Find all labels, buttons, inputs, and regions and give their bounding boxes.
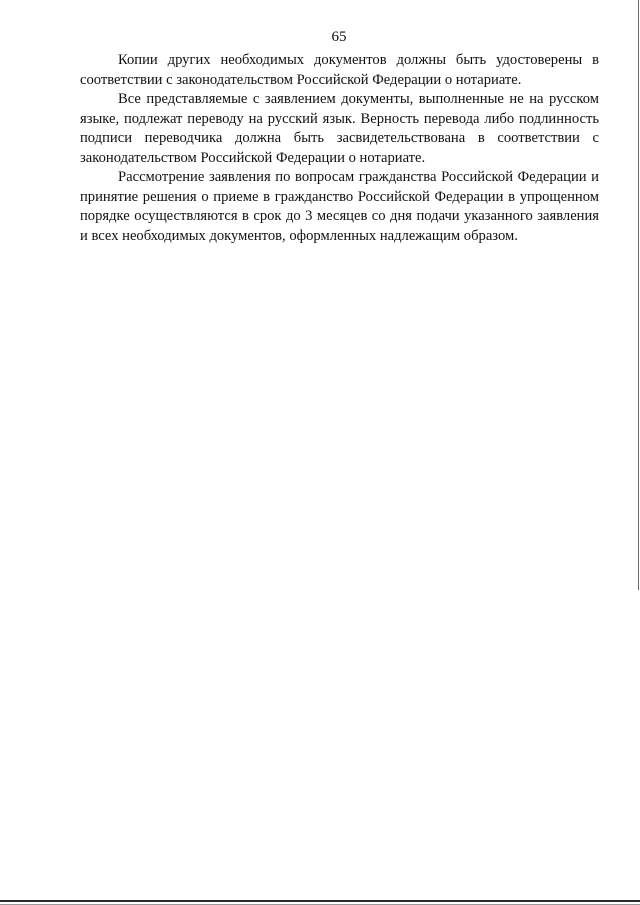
scan-bottom-edge <box>0 900 640 902</box>
page-number: 65 <box>331 29 347 45</box>
scan-right-edge <box>638 0 639 590</box>
document-body <box>80 51 599 246</box>
paragraph-copies-certification: Копии других необходимых документов должны быть удостоверены в соответствии с законодательством Российской Федерации о нотариате. <box>80 52 599 88</box>
paragraph-translation-requirement: Все представляемые с заявлением документы, выполненные не на русском языке, подлежат переводу на русский язык. Верность перевода либо подлинность подписи переводчика должна быть засвидетельствована в соответствии с законодательством Российской Федерации о нотариате. <box>80 91 599 166</box>
paragraph-review-period: Рассмотрение заявления по вопросам гражданства Российской Федерации и принятие решения о приеме в гражданство Российской Федерации в упрощенном порядке осуществляются в срок до 3 месяцев со дня подачи указанного заявления и всех необходимых документов, оформленных надлежащим образом. <box>80 169 599 244</box>
